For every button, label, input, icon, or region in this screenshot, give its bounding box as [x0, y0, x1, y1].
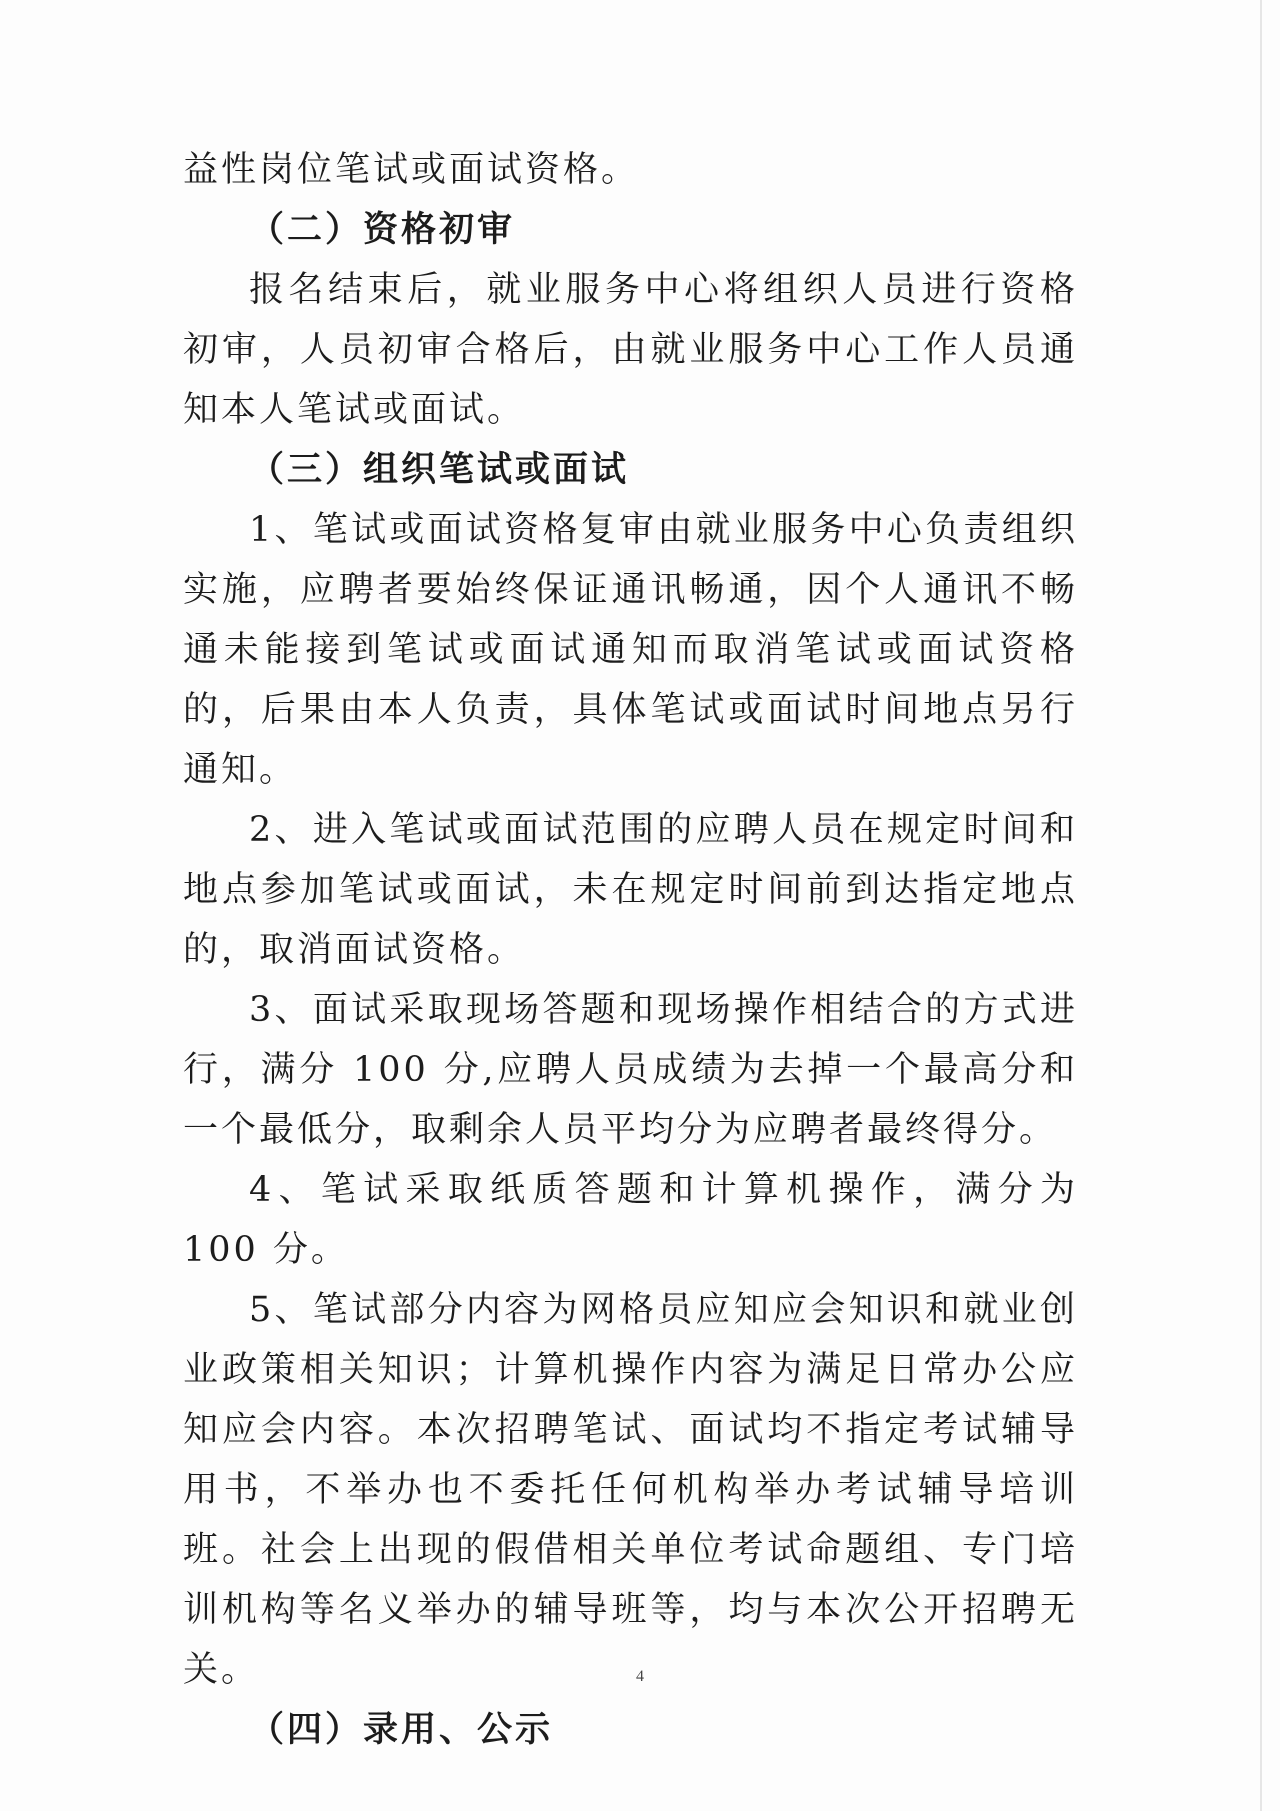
section-heading-exam-organization: （三）组织笔试或面试 — [249, 450, 630, 490]
paragraph-qualification-review: 报名结束后，就业服务中心将组织人员进行资格初审，人员初审合格后，由就业服务中心工作人员通知本人笔试或面试。 — [183, 270, 1078, 430]
document-body — [183, 140, 1078, 1760]
paragraph-item-5: 5、笔试部分内容为网格员应知应会知识和就业创业政策相关知识；计算机操作内容为满足日常办公应知应会内容。本次招聘笔试、面试均不指定考试辅导用书，不举办也不委托任何机构举办考试辅导培训班。社会上出现的假借相关单位考试命题组、专门培训机构等名义举办的辅导班等，均与本次公开招聘无关。 — [183, 1290, 1078, 1690]
paragraph-item-1: 1、笔试或面试资格复审由就业服务中心负责组织实施，应聘者要始终保证通讯畅通，因个人通讯不畅通未能接到笔试或面试通知而取消笔试或面试资格的，后果由本人负责，具体笔试或面试时间地点另行通知。 — [183, 510, 1078, 790]
page-number: 4 — [636, 1668, 644, 1685]
paragraph-continuation: 益性岗位笔试或面试资格。 — [183, 150, 640, 190]
section-heading-qualification-review: （二）资格初审 — [249, 210, 516, 250]
scan-edge-line — [1260, 0, 1262, 1811]
paragraph-item-2: 2、进入笔试或面试范围的应聘人员在规定时间和地点参加笔试或面试，未在规定时间前到达指定地点的，取消面试资格。 — [183, 810, 1078, 970]
paragraph-item-4: 4、笔试采取纸质答题和计算机操作，满分为 100 分。 — [183, 1170, 1078, 1270]
paragraph-item-3: 3、面试采取现场答题和现场操作相结合的方式进行，满分 100 分,应聘人员成绩为去掉一个最高分和一个最低分，取剩余人员平均分为应聘者最终得分。 — [183, 990, 1078, 1150]
section-heading-hiring-publicity: （四）录用、公示 — [249, 1710, 554, 1750]
